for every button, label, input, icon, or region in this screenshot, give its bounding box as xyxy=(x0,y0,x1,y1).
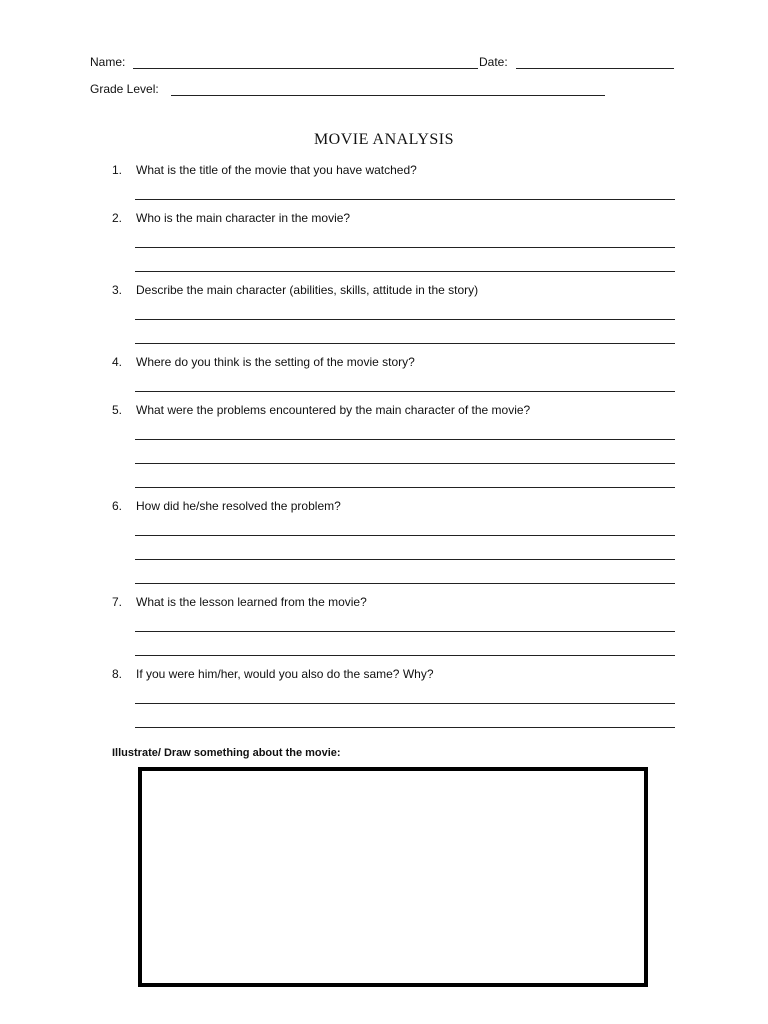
grade-level-label: Grade Level: xyxy=(90,82,159,96)
name-field[interactable] xyxy=(133,68,478,69)
answer-line[interactable] xyxy=(135,487,675,488)
question-number: 8. xyxy=(112,667,123,681)
question-number: 2. xyxy=(112,211,123,225)
question-5 xyxy=(112,403,530,417)
answer-line[interactable] xyxy=(135,727,675,728)
question-3 xyxy=(112,283,478,297)
question-6 xyxy=(112,499,341,513)
question-text: What is the lesson learned from the movie? xyxy=(136,595,367,609)
answer-line[interactable] xyxy=(135,271,675,272)
question-text: Who is the main character in the movie? xyxy=(136,211,351,225)
answer-line[interactable] xyxy=(135,655,675,656)
answer-line[interactable] xyxy=(135,439,675,440)
question-text: Describe the main character (abilities, skills, attitude in the story) xyxy=(136,283,479,297)
question-number: 6. xyxy=(112,499,123,513)
answer-line[interactable] xyxy=(135,535,675,536)
question-text: Where do you think is the setting of the movie story? xyxy=(136,355,415,369)
illustrate-label: Illustrate/ Draw something about the movie: xyxy=(112,747,341,759)
question-text: What is the title of the movie that you have watched? xyxy=(136,163,417,177)
answer-line[interactable] xyxy=(135,631,675,632)
answer-line[interactable] xyxy=(135,319,675,320)
answer-line[interactable] xyxy=(135,247,675,248)
answer-line[interactable] xyxy=(135,463,675,464)
answer-line[interactable] xyxy=(135,391,675,392)
question-number: 7. xyxy=(112,595,123,609)
page-title: MOVIE ANALYSIS xyxy=(313,131,455,148)
answer-line[interactable] xyxy=(135,199,675,200)
question-4 xyxy=(112,355,415,369)
name-label: Name: xyxy=(90,55,126,69)
date-field[interactable] xyxy=(516,68,674,69)
question-7 xyxy=(112,595,367,609)
answer-line[interactable] xyxy=(135,343,675,344)
question-text: What were the problems encountered by the main character of the movie? xyxy=(136,403,531,417)
answer-line[interactable] xyxy=(135,703,675,704)
question-8 xyxy=(112,667,434,681)
question-1 xyxy=(112,163,417,177)
question-number: 3. xyxy=(112,283,123,297)
answer-line[interactable] xyxy=(135,583,675,584)
question-number: 1. xyxy=(112,163,123,177)
answer-line[interactable] xyxy=(135,559,675,560)
drawing-box[interactable] xyxy=(138,767,648,987)
grade-level-field[interactable] xyxy=(171,95,605,96)
question-number: 5. xyxy=(112,403,123,417)
question-text: If you were him/her, would you also do the same? Why? xyxy=(136,667,434,681)
date-label: Date: xyxy=(479,55,508,69)
question-number: 4. xyxy=(112,355,123,369)
question-text: How did he/she resolved the problem? xyxy=(136,499,341,513)
question-2 xyxy=(112,211,350,225)
